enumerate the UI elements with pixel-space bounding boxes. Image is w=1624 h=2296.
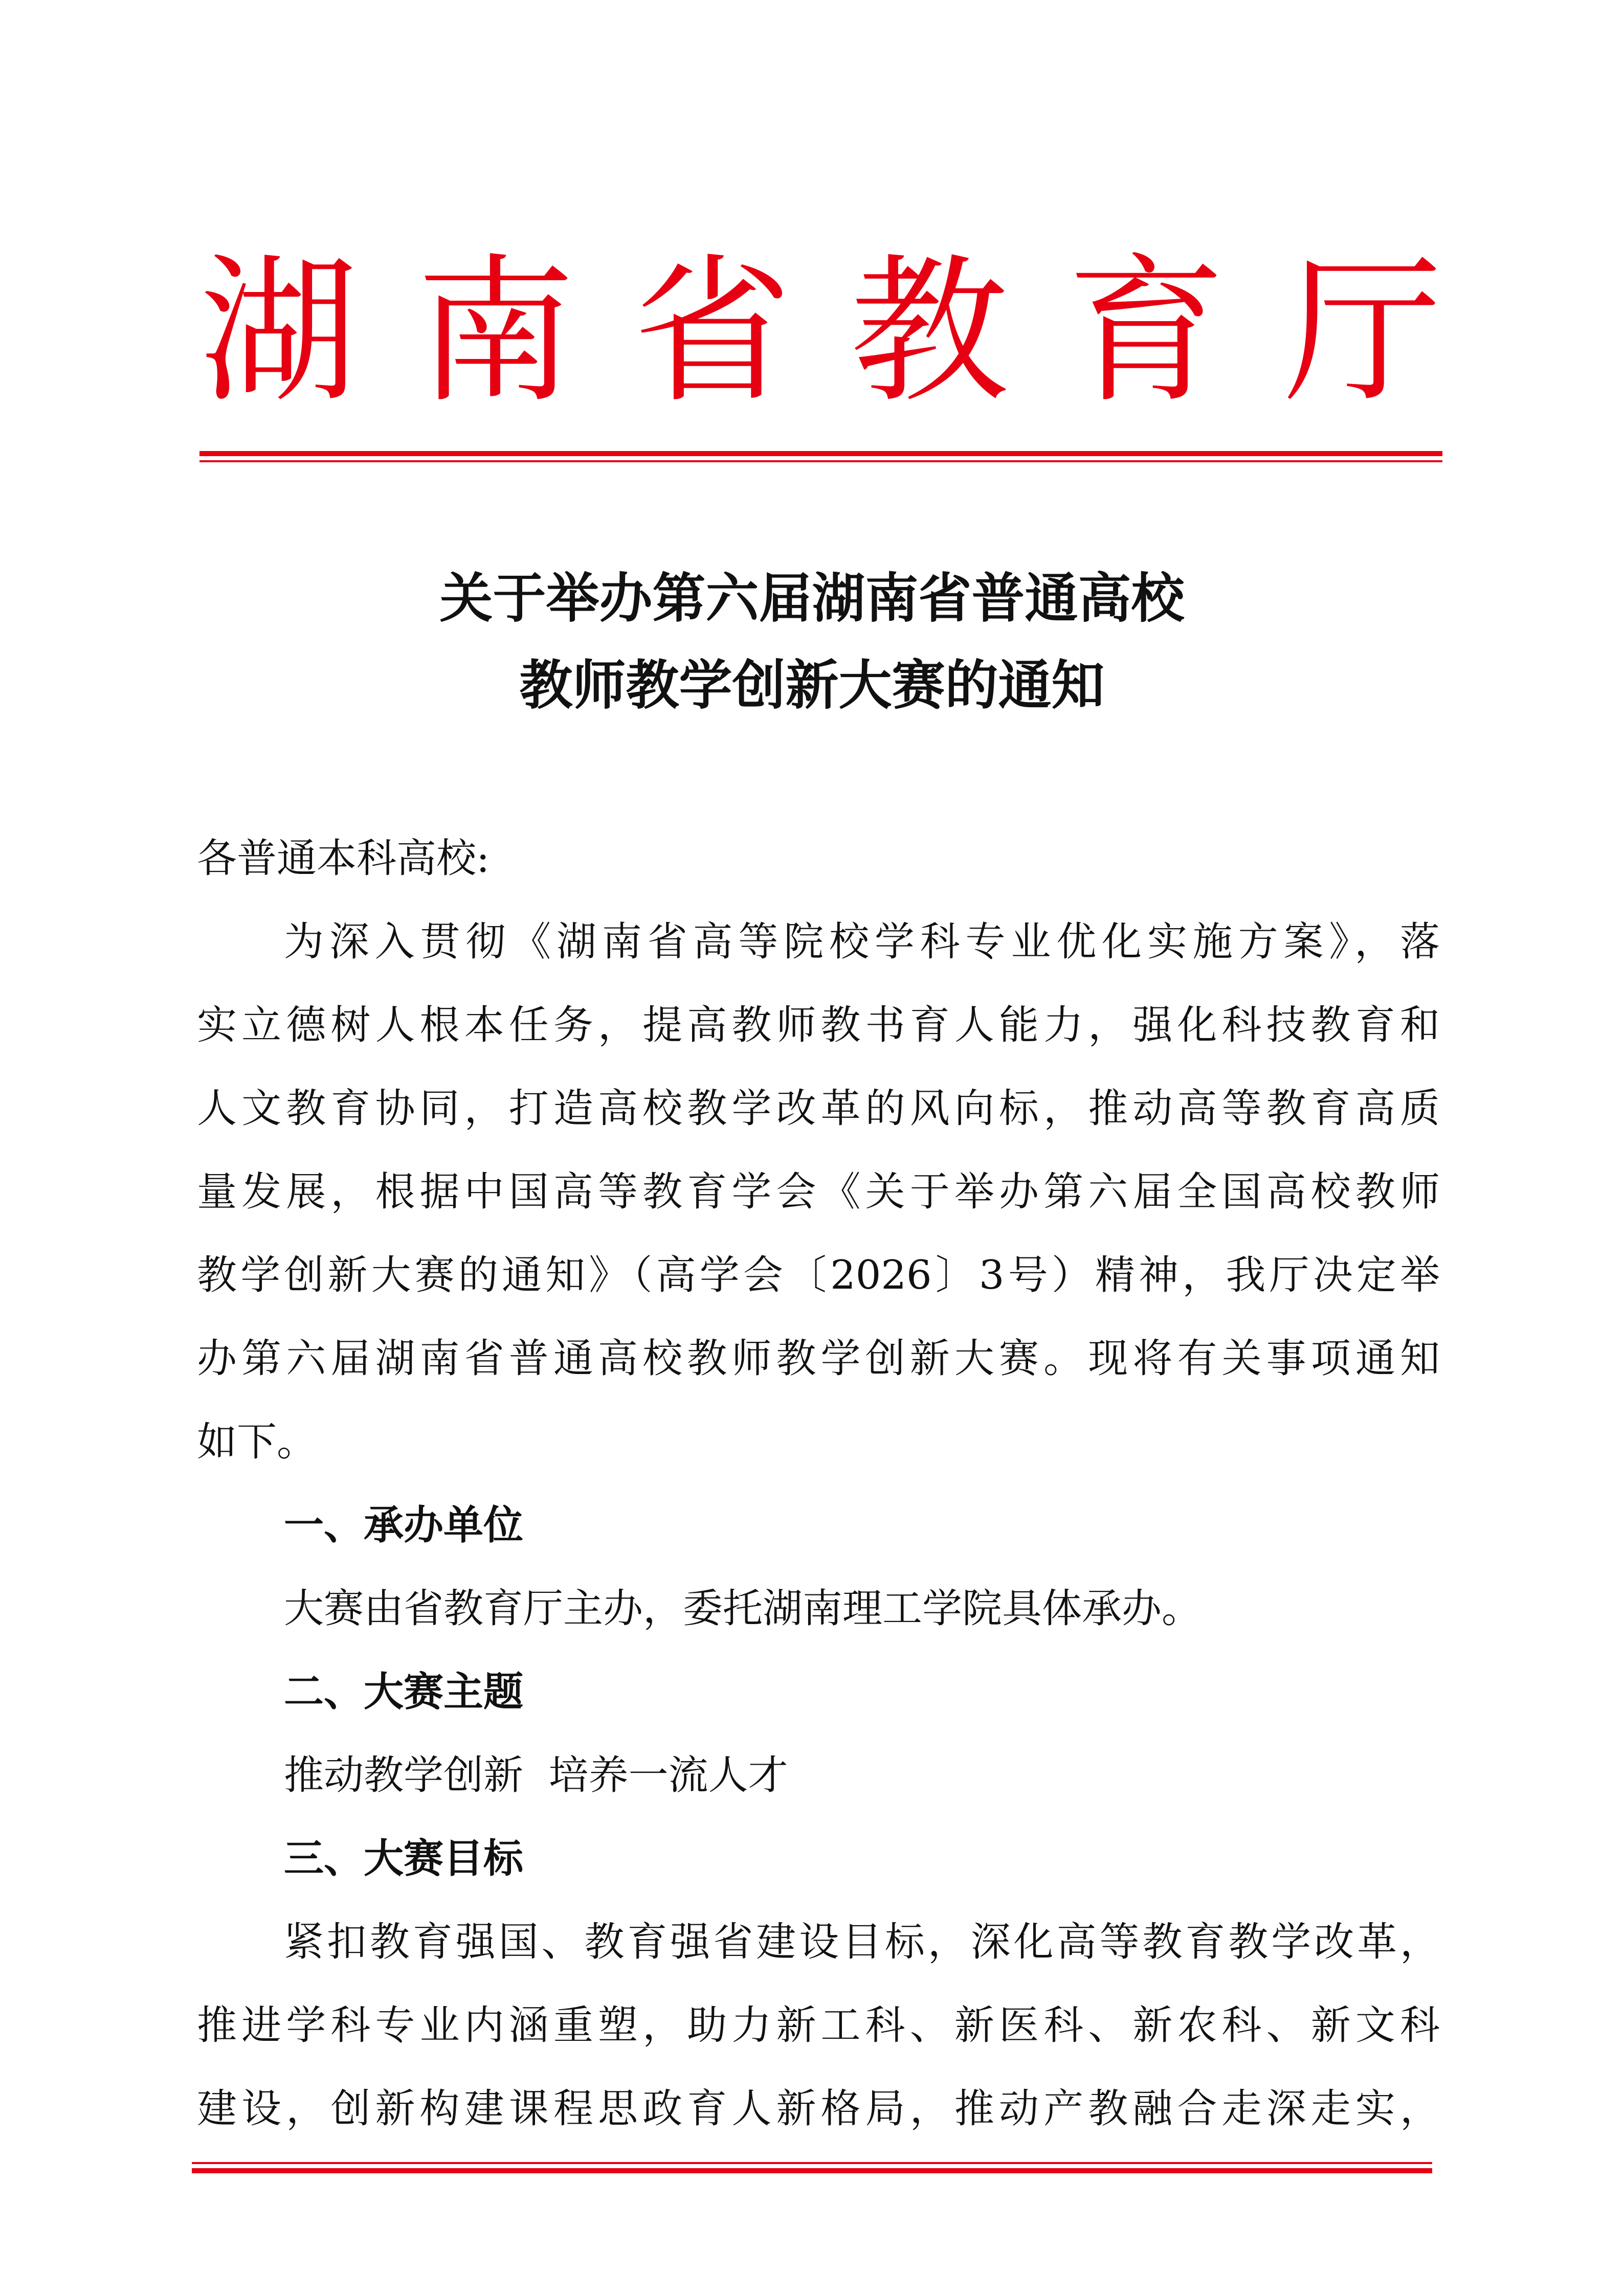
document-title-line-2: 教师教学创新大赛的通知	[519, 654, 1105, 716]
section-heading: 二、大赛主题	[284, 1669, 524, 1715]
divider-thin-line	[199, 460, 1442, 462]
letterhead-char: 厅	[1284, 240, 1442, 424]
divider-thick-line	[199, 451, 1442, 456]
letterhead	[199, 240, 1442, 424]
letterhead-char: 教	[850, 240, 1009, 424]
paragraph-line: 实立德树人根本任务，提高教师教书育人能力，强化科技教育和	[197, 1002, 1440, 1048]
paragraph-line: 人文教育协同，打造高校教学改革的风向标，推动高等教育高质	[197, 1086, 1440, 1132]
letterhead-char: 湖	[199, 240, 358, 424]
letterhead-char: 育	[1067, 240, 1226, 424]
paragraph-line: 推动教学创新 培养一流人才	[284, 1752, 788, 1798]
paragraph-line: 如下。	[197, 1419, 317, 1465]
paragraph-line: 紧扣教育强国、教育强省建设目标，深化高等教育教学改革，	[284, 1919, 1440, 1965]
paragraph-line: 办第六届湖南省普通高校教师教学创新大赛。现将有关事项通知	[197, 1336, 1440, 1382]
divider-thick-line	[192, 2168, 1432, 2173]
footer-divider	[192, 2162, 1432, 2173]
paragraph-line: 大赛由省教育厅主办，委托湖南理工学院具体承办。	[284, 1586, 1202, 1632]
section-heading: 一、承办单位	[284, 1502, 524, 1548]
document-body	[197, 817, 1440, 2151]
section-heading: 三、大赛目标	[284, 1836, 524, 1882]
document-title-line-1: 关于举办第六届湖南省普通高校	[439, 567, 1185, 629]
paragraph-line: 量发展，根据中国高等教育学会《关于举办第六届全国高校教师	[197, 1169, 1440, 1215]
letterhead-char: 省	[633, 240, 792, 424]
paragraph-line: 推进学科专业内涵重塑，助力新工科、新医科、新农科、新文科	[197, 2002, 1440, 2049]
paragraph-line: 教学创新大赛的通知》（高学会〔2026〕3号）精神，我厅决定举	[197, 1252, 1440, 1298]
salutation: 各普通本科高校:	[197, 836, 490, 882]
letterhead-char: 南	[416, 240, 575, 424]
paragraph-line: 建设，创新构建课程思政育人新格局，推动产教融合走深走实，	[197, 2086, 1440, 2132]
paragraph-line: 为深入贯彻《湖南省高等院校学科专业优化实施方案》，落	[284, 919, 1440, 965]
letterhead-divider	[199, 451, 1442, 462]
